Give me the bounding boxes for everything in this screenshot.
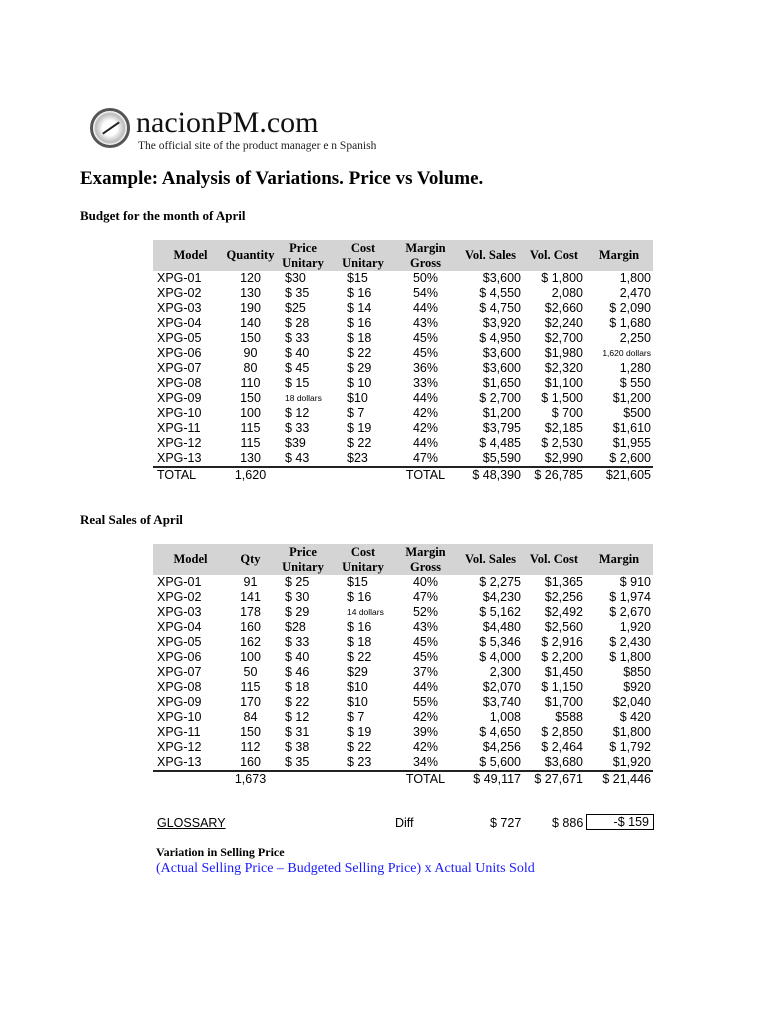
table-cell: 100 [240,650,261,664]
table-cell: $ 2,916 [541,635,583,649]
table-cell: $ 22 [347,650,372,664]
table-cell: 44% [412,680,439,694]
table-cell: $3,740 [482,695,521,709]
table-cell: 130 [240,451,261,465]
table-cell: $ 2,090 [609,301,651,315]
table-cell: $1,200 [482,406,521,420]
table-cell: $ 1,500 [541,391,583,405]
table-cell: 47% [412,590,439,604]
table-cell [273,468,333,483]
table-row [153,725,653,740]
table-cell: $ 22 [347,436,372,450]
table-cell: $ 16 [347,620,372,634]
table-cell: $15 [347,575,368,589]
table-cell: $2,320 [544,361,583,375]
table-cell: $ 23 [347,755,372,769]
table-cell: $ 2,464 [541,740,583,754]
table-cell: 52% [412,605,439,619]
table-cell: $ 2,530 [541,436,583,450]
table-cell: 130 [240,286,261,300]
column-header: Margin Gross [405,544,446,574]
table-cell: XPG-10 [157,406,202,420]
table-cell: 150 [240,331,261,345]
table-cell: 42% [412,710,439,724]
table-cell: $2,040 [612,695,651,709]
table-row [153,755,653,770]
table-cell: $1,650 [482,376,521,390]
table-cell: $3,600 [482,361,521,375]
table-row [153,590,653,605]
table-cell: $ 14 [347,301,372,315]
table-cell: $4,230 [482,590,521,604]
column-header: Vol. Cost [529,552,579,566]
table-cell: $1,700 [544,695,583,709]
column-header: Cost Unitary [342,240,384,270]
table-row [153,421,653,436]
table-cell: $2,070 [482,680,521,694]
table-cell: 36% [412,361,439,375]
budget-table [153,240,653,483]
budget-heading: Budget for the month of April [80,208,246,223]
table-cell: $ 1,800 [541,271,583,285]
table-cell: $ 4,000 [479,650,521,664]
page-title: Example: Analysis of Variations. Price vs Volume. [80,168,484,189]
table-cell: XPG-03 [157,605,202,619]
table-cell: $ 2,200 [541,650,583,664]
table-cell [153,772,228,787]
table-row [153,331,653,346]
table-cell: $ 27,671 [534,772,583,786]
table-row [153,436,653,451]
table-cell: $2,185 [544,421,583,435]
total-row [153,466,653,483]
table-cell: $21,605 [605,468,651,482]
table-cell: $2,990 [544,451,583,465]
table-row [153,286,653,301]
table-cell: 120 [240,271,261,285]
table-cell: $ 7 [347,406,365,420]
table-cell: 170 [240,695,261,709]
table-cell: $5,590 [482,451,521,465]
table-cell: 1,280 [619,361,651,375]
column-header: Cost Unitary [342,544,384,574]
table-cell: $ 1,680 [609,316,651,330]
column-header: Qty [240,552,261,566]
table-cell: $29 [347,665,368,679]
table-cell: $1,450 [544,665,583,679]
table-cell: 178 [240,605,261,619]
table-cell: XPG-09 [157,391,202,405]
table-cell: $ 31 [285,725,310,739]
table-cell: $2,700 [544,331,583,345]
table-cell: $ 2,600 [609,451,651,465]
table-row [153,361,653,376]
table-cell: 2,080 [551,286,583,300]
logo-tagline: The official site of the product manager e n Spanish [138,140,377,152]
table-cell: XPG-13 [157,451,202,465]
table-cell: 34% [412,755,439,769]
table-row [153,346,653,361]
table-cell: 190 [240,301,261,315]
real-sales-table [153,544,653,787]
table-cell: $2,492 [544,605,583,619]
table-cell: $2,240 [544,316,583,330]
table-cell: XPG-12 [157,436,202,450]
table-cell: $10 [347,391,368,405]
table-cell: $39 [285,436,306,450]
table-cell: $ 40 [285,650,310,664]
table-cell: 45% [412,331,439,345]
table-cell: $ 35 [285,286,310,300]
table-cell: 115 [240,680,261,694]
table-cell: 50% [412,271,439,285]
table-cell [333,772,393,787]
table-cell: $ 28 [285,316,310,330]
table-cell: 100 [240,406,261,420]
table-cell: 37% [412,665,439,679]
diff-cost: $ 886 [552,816,584,830]
table-cell: $ 43 [285,451,310,465]
table-cell: $ 22 [285,695,310,709]
table-cell: $ 700 [551,406,583,420]
table-cell: TOTAL [405,468,446,482]
table-row [153,605,653,620]
column-header: Quantity [226,248,275,262]
table-cell: $1,200 [612,391,651,405]
table-cell: $ 2,850 [541,725,583,739]
table-cell: 1,008 [489,710,521,724]
table-cell: 1,673 [234,772,267,786]
column-header: Price Unitary [282,240,324,270]
table-cell: $ 15 [285,376,310,390]
table-cell: $ 19 [347,421,372,435]
table-cell: $3,600 [482,271,521,285]
table-cell: 2,470 [619,286,651,300]
table-cell: 42% [412,421,439,435]
table-cell: $ 25 [285,575,310,589]
logo-title: nacionPM.com [136,106,319,139]
table-row [153,301,653,316]
table-cell: $920 [623,680,651,694]
table-cell: $ 18 [285,680,310,694]
table-cell: 115 [240,436,261,450]
table-cell: $ 4,950 [479,331,521,345]
table-cell: $ 40 [285,346,310,360]
table-cell: $ 33 [285,331,310,345]
table-cell: $ 38 [285,740,310,754]
table-row [153,635,653,650]
glossary-link[interactable]: GLOSSARY [157,816,226,830]
table-cell: TOTAL [405,772,446,786]
variation-heading: Variation in Selling Price [156,845,285,859]
compass-logo-icon [90,108,130,148]
table-cell: 43% [412,620,439,634]
table-cell: 55% [412,695,439,709]
table-cell: $23 [347,451,368,465]
table-row [153,620,653,635]
table-cell: 45% [412,346,439,360]
table-row [153,695,653,710]
table-cell: $ 18 [347,635,372,649]
table-cell: 112 [240,740,261,754]
table-cell: 42% [412,406,439,420]
table-cell: 54% [412,286,439,300]
table-cell: $3,680 [544,755,583,769]
table-cell: $ 10 [347,376,372,390]
table-row [153,271,653,286]
table-cell: 50 [243,665,258,679]
table-cell: $1,365 [544,575,583,589]
diff-margin: -$ 159 [586,814,654,830]
table-cell: $ 26,785 [534,468,583,482]
table-row [153,406,653,421]
table-cell: 1,620 dollars [602,348,651,358]
table-row [153,740,653,755]
table-cell: $ 2,700 [479,391,521,405]
table-cell: $3,795 [482,421,521,435]
table-cell: $1,100 [544,376,583,390]
table-cell: 2,250 [619,331,651,345]
table-cell: 162 [240,635,261,649]
table-cell: $850 [623,665,651,679]
table-cell: 45% [412,650,439,664]
table-cell: $ 12 [285,710,310,724]
table-cell: XPG-01 [157,575,202,589]
table-cell: $ 4,750 [479,301,521,315]
table-header [153,544,653,575]
table-cell: 1,920 [619,620,651,634]
table-cell: XPG-09 [157,695,202,709]
table-cell: $ 5,346 [479,635,521,649]
table-cell: $2,560 [544,620,583,634]
table-cell: 160 [240,755,261,769]
table-cell: $4,480 [482,620,521,634]
table-cell: 141 [240,590,261,604]
table-cell: $588 [555,710,583,724]
table-cell: $500 [623,406,651,420]
table-header [153,240,653,271]
table-cell: 33% [412,376,439,390]
table-cell: $ 5,162 [479,605,521,619]
table-cell: 18 dollars [285,393,322,403]
table-cell: 91 [243,575,258,589]
table-cell: XPG-11 [157,725,201,739]
table-cell: $ 16 [347,590,372,604]
table-cell: $2,256 [544,590,583,604]
column-header: Model [173,552,208,566]
column-header: Margin [598,552,640,566]
table-cell: 110 [240,376,261,390]
table-cell: $28 [285,620,306,634]
table-cell: $ 33 [285,421,310,435]
table-cell: 42% [412,740,439,754]
table-cell: $ 29 [347,361,372,375]
table-cell: $ 45 [285,361,310,375]
table-row [153,680,653,695]
table-cell: $ 48,390 [472,468,521,482]
table-cell: XPG-07 [157,665,202,679]
table-cell: $4,256 [482,740,521,754]
table-cell: 44% [412,436,439,450]
table-cell: 140 [240,316,261,330]
table-cell: $10 [347,680,368,694]
table-cell: $ 2,275 [479,575,521,589]
table-cell: XPG-03 [157,301,202,315]
table-cell: $ 18 [347,331,372,345]
table-cell [333,468,393,483]
table-cell: $ 4,550 [479,286,521,300]
table-cell: $ 16 [347,316,372,330]
table-cell: XPG-07 [157,361,202,375]
table-row [153,575,653,590]
table-cell: $10 [347,695,368,709]
table-cell: $15 [347,271,368,285]
table-cell: $ 7 [347,710,365,724]
table-cell: XPG-01 [157,271,202,285]
table-cell: $3,920 [482,316,521,330]
table-cell: XPG-06 [157,346,202,360]
table-cell: $ 22 [347,740,372,754]
table-cell: 45% [412,635,439,649]
diff-label: Diff [395,816,414,830]
total-row [153,770,653,787]
table-cell: $1,920 [612,755,651,769]
column-header: Vol. Cost [529,248,579,262]
table-cell: $ 19 [347,725,372,739]
column-header: Vol. Sales [465,552,516,566]
table-cell: $ 4,650 [479,725,521,739]
table-row [153,451,653,466]
table-cell: 84 [243,710,258,724]
table-cell: $ 12 [285,406,310,420]
table-row [153,376,653,391]
table-cell: $ 1,974 [609,590,651,604]
table-cell: $ 35 [285,755,310,769]
table-cell [273,772,333,787]
table-cell: 43% [412,316,439,330]
table-cell: XPG-06 [157,650,202,664]
diff-sales: $ 727 [490,816,522,830]
table-cell: $1,610 [612,421,651,435]
table-cell: 44% [412,301,439,315]
table-cell: $ 550 [619,376,651,390]
table-cell: $ 30 [285,590,310,604]
table-cell: $ 420 [619,710,651,724]
table-cell: XPG-10 [157,710,202,724]
table-cell: 39% [412,725,439,739]
table-cell: $2,660 [544,301,583,315]
table-cell: $ 2,670 [609,605,651,619]
table-cell: 1,620 [234,468,267,482]
table-cell: $ 49,117 [473,772,521,786]
table-cell: XPG-05 [157,331,202,345]
table-row [153,650,653,665]
table-cell: 90 [243,346,258,360]
table-cell: $30 [285,271,306,285]
table-row [153,665,653,680]
variation-formula: (Actual Selling Price – Budgeted Selling Price) x Actual Units Sold [156,861,535,876]
table-cell: $ 4,485 [479,436,521,450]
column-header: Model [173,248,208,262]
table-cell: $1,800 [612,725,651,739]
table-cell: 150 [240,725,261,739]
table-cell: XPG-11 [157,421,201,435]
table-cell: $ 5,600 [479,755,521,769]
table-cell: 160 [240,620,261,634]
table-cell: $25 [285,301,306,315]
real-sales-heading: Real Sales of April [80,512,183,527]
table-row [153,316,653,331]
table-cell: 47% [412,451,439,465]
table-cell: $ 910 [619,575,651,589]
table-row [153,710,653,725]
column-header: Margin Gross [405,240,446,270]
table-cell: XPG-08 [157,680,202,694]
table-cell: $ 16 [347,286,372,300]
table-cell: XPG-12 [157,740,202,754]
table-cell: $ 46 [285,665,310,679]
table-row [153,391,653,406]
table-cell: $3,600 [482,346,521,360]
table-cell: XPG-13 [157,755,202,769]
table-cell: 1,800 [619,271,651,285]
table-cell: XPG-08 [157,376,202,390]
table-cell: $ 22 [347,346,372,360]
table-cell: 80 [243,361,258,375]
table-cell: $ 1,792 [609,740,651,754]
table-cell: $ 33 [285,635,310,649]
table-cell: $ 1,150 [541,680,583,694]
table-cell: $1,980 [544,346,583,360]
table-cell: 40% [412,575,439,589]
table-cell: XPG-02 [157,590,202,604]
table-cell: XPG-05 [157,635,202,649]
column-header: Vol. Sales [465,248,516,262]
table-cell: 44% [412,391,439,405]
table-cell: XPG-02 [157,286,202,300]
table-cell: XPG-04 [157,620,202,634]
table-cell: $1,955 [612,436,651,450]
column-header: Margin [598,248,640,262]
table-cell: $ 29 [285,605,310,619]
table-cell: 14 dollars [347,607,384,617]
table-cell: $ 1,800 [609,650,651,664]
table-cell: XPG-04 [157,316,202,330]
column-header: Price Unitary [282,544,324,574]
table-cell: TOTAL [157,468,197,482]
table-cell: $ 2,430 [609,635,651,649]
table-cell: $ 21,446 [602,772,651,786]
table-cell: 2,300 [489,665,521,679]
nacionpm-logo[interactable] [88,104,398,156]
table-cell: 115 [240,421,261,435]
table-cell: 150 [240,391,261,405]
